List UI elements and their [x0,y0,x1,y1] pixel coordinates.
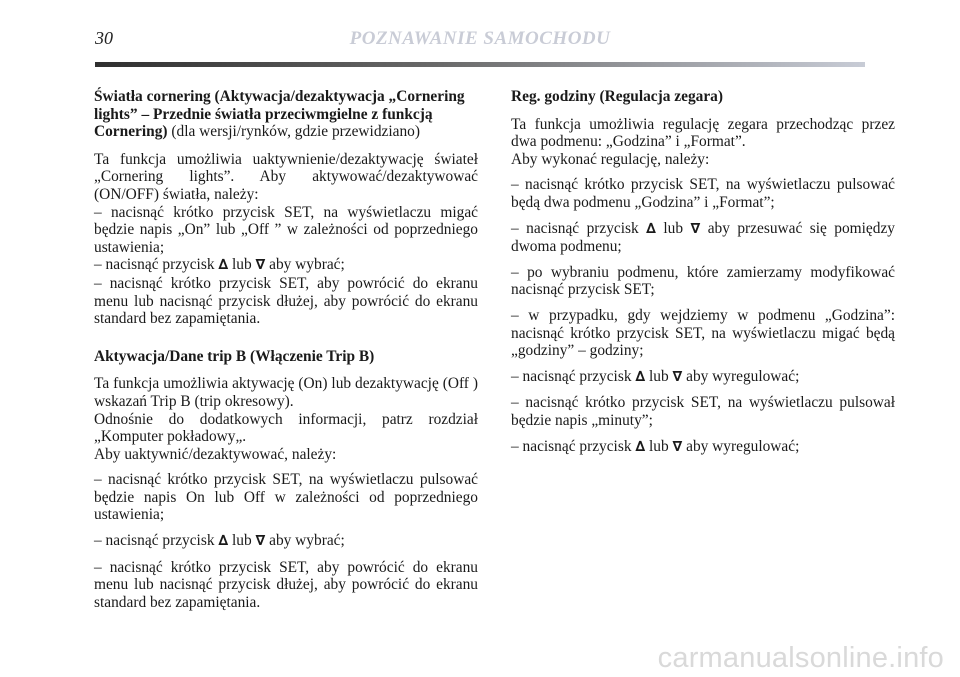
clock-step-3: – po wybraniu podmenu, które zamierzamy modyfikować nacisnąć przycisk SET; [511,263,895,299]
trip-b-intro: Ta funkcja umożliwia aktywację (On) lub dezaktywację (Off ) wskazań Trip B (trip okresowy). [94,375,478,410]
clock-step-5: – nacisnąć przycisk ∆ lub ∇ aby wyregulować; [511,367,800,385]
down-arrow-icon: ∇ [672,438,683,455]
clock-step-2: – nacisnąć przycisk ∆ lub ∇ aby przesuwać się pomiędzy dwoma podmenu; [511,219,895,256]
left-column [94,88,478,611]
page-number: 30 [95,28,113,48]
page-header [0,0,960,70]
clock-step-6: – nacisnąć krótko przycisk SET, na wyświetlaczu pulsował będzie napis „minuty”; [511,394,895,429]
clock-step-4: – w przypadku, gdy wejdziemy w podmenu „Godzina”: nacisnąć krótko przycisk SET, na wyświetlaczu migać będą „godziny” – godziny; [511,306,895,360]
cornering-heading: Światła cornering (Aktywacja/dezaktywacja „Cornering lights” – Przednie światła przeciwmgielne z funkcją Cornering) (dla wersji/rynków, gdzie przewidziano) [94,88,465,141]
up-arrow-icon: ∆ [635,438,646,455]
section-title: POZNAWANIE SAMOCHODU [349,28,611,49]
down-arrow-icon: ∇ [255,533,266,550]
up-arrow-icon: ∆ [635,368,646,385]
cornering-step-2: – nacisnąć przycisk ∆ lub ∇ aby wybrać; [94,256,345,274]
down-arrow-icon: ∇ [672,368,683,385]
clock-step-7: – nacisnąć przycisk ∆ lub ∇ aby wyregulować; [511,437,800,455]
trip-b-step-3: – nacisnąć krótko przycisk SET, aby powrócić do ekranu menu lub nacisnąć przycisk dłużej, aby powrócić do ekranu standard bez zapamiętania. [94,558,478,611]
watermark: carmanualsonline.info [657,642,944,674]
right-column [511,88,895,456]
cornering-step-1: – nacisnąć krótko przycisk SET, na wyświetlaczu migać będzie napis „On” lub „Off ” w zależności od poprzedniego ustawienia; [94,203,478,256]
cornering-step-3: – nacisnąć krótko przycisk SET, aby powrócić do ekranu menu lub nacisnąć przycisk dłużej, aby powrócić do ekranu standard bez zapamiętania. [94,274,478,328]
header-rule [95,62,865,67]
clock-step-1: – nacisnąć krótko przycisk SET, na wyświetlaczu pulsować będą dwa podmenu „Godzina” i „Format”; [511,176,895,211]
up-arrow-icon: ∆ [218,257,229,274]
trip-b-howto: Aby uaktywnić/dezaktywować, należy: [94,445,337,463]
clock-howto: Aby wykonać regulację, należy: [511,150,710,168]
down-arrow-icon: ∇ [255,257,266,274]
trip-b-step-2: – nacisnąć przycisk ∆ lub ∇ aby wybrać; [94,532,345,550]
availability-note: (dla wersji/rynków, gdzie przewidziano) [171,123,420,141]
cornering-intro: Ta funkcja umożliwia uaktywnienie/dezaktywację świateł „Cornering lights”. Aby aktywować/dezaktywować (ON/OFF) światła, należy: [94,150,478,203]
up-arrow-icon: ∆ [218,533,229,550]
down-arrow-icon: ∇ [690,220,701,237]
up-arrow-icon: ∆ [646,220,656,237]
trip-b-reference: Odnośnie do dodatkowych informacji, patrz rozdział „Komputer pokładowy„. [94,410,478,446]
trip-b-heading: Aktywacja/Dane trip B (Włączenie Trip B) [94,347,375,365]
clock-heading: Reg. godziny (Regulacja zegara) [511,88,723,105]
trip-b-step-1: – nacisnąć krótko przycisk SET, na wyświetlaczu pulsować będzie napis On lub Off w zależności od poprzedniego ustawienia; [94,471,478,524]
clock-intro: Ta funkcja umożliwia regulację zegara przechodząc przez dwa podmenu: „Godzina” i „Format”. [511,115,895,151]
